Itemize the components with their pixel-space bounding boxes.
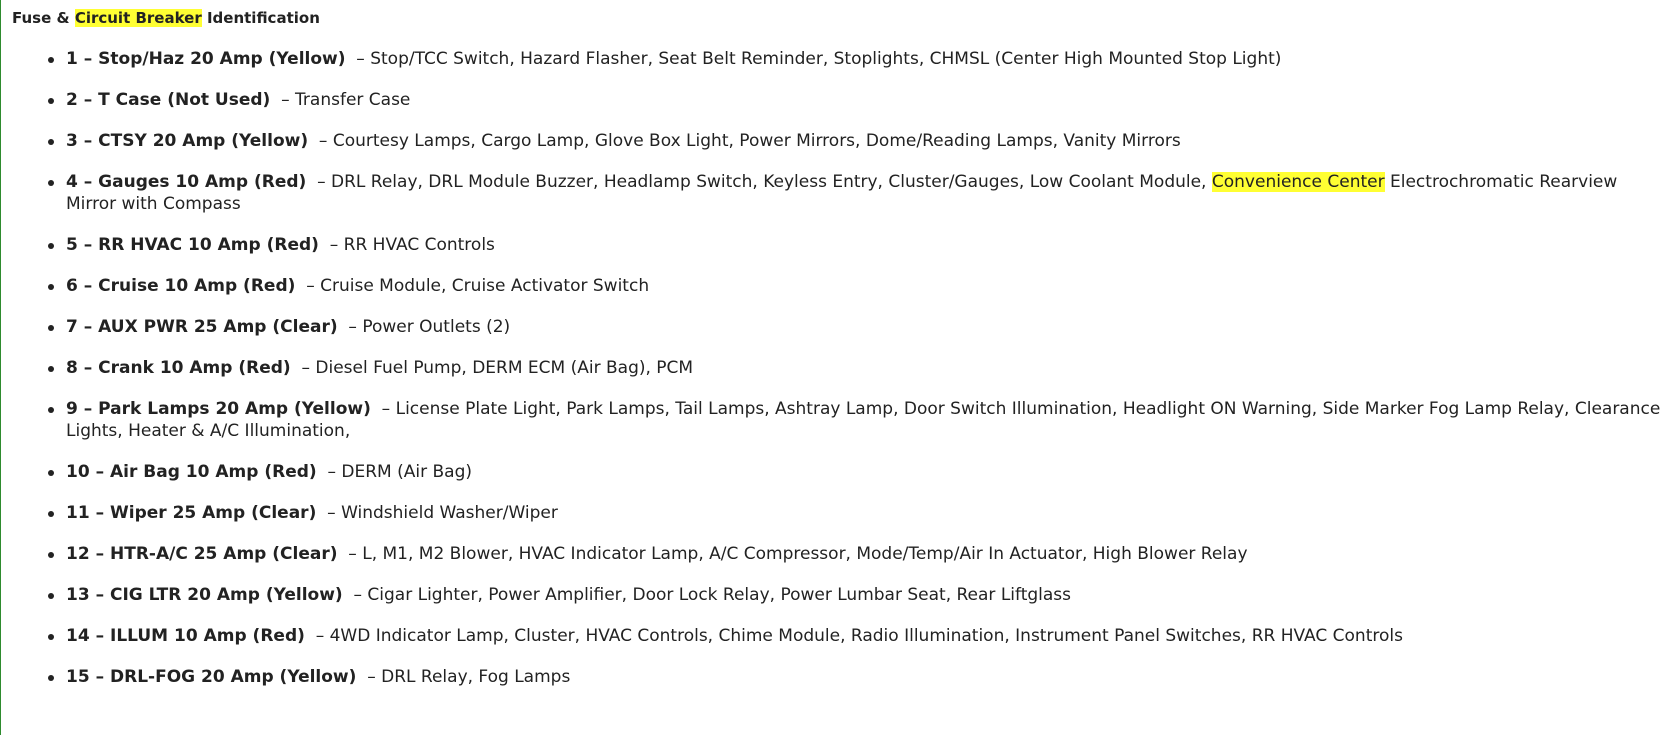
fuse-description: DERM (Air Bag) — [341, 462, 472, 482]
fuse-description: 4WD Indicator Lamp, Cluster, HVAC Controls, Chime Module, Radio Illumination, Instrument Panel Switches, RR HVAC Controls — [329, 626, 1403, 646]
fuse-description: Power Outlets (2) — [362, 317, 511, 337]
heading-highlight: Circuit Breaker — [74, 9, 202, 27]
fuse-name: 9 – Park Lamps 20 Amp (Yellow) — [66, 399, 371, 419]
fuse-description: Diesel Fuel Pump, DERM ECM (Air Bag), PCM — [315, 358, 694, 378]
fuse-item-1: 1 – Stop/Haz 20 Amp (Yellow) – Stop/TCC Switch, Hazard Flasher, Seat Belt Reminder, Stoplights, CHMSL (Center High Mounted Stop Light) — [66, 48, 1666, 70]
fuse-item-6: 6 – Cruise 10 Amp (Red) – Cruise Module, Cruise Activator Switch — [66, 275, 1666, 297]
fuse-description: L, M1, M2 Blower, HVAC Indicator Lamp, A/C Compressor, Mode/Temp/Air In Actuator, High Blower Relay — [362, 544, 1248, 564]
fuse-name: 11 – Wiper 25 Amp (Clear) — [66, 503, 317, 523]
fuse-item-14: 14 – ILLUM 10 Amp (Red) – 4WD Indicator Lamp, Cluster, HVAC Controls, Chime Module, Radio Illumination, Instrument Panel Switches, RR HVAC Controls — [66, 625, 1666, 647]
fuse-item-4: 4 – Gauges 10 Amp (Red) – DRL Relay, DRL Module Buzzer, Headlamp Switch, Keyless Entry, Cluster/Gauges, Low Coolant Module, Convenience Center Electrochromatic Rearview Mirror with Compass — [66, 171, 1666, 215]
fuse-description-continued: Electrochromatic Rearview Mirror with Compass — [66, 172, 1618, 214]
fuse-description: Transfer Case — [295, 90, 411, 110]
fuse-name: 4 – Gauges 10 Amp (Red) — [66, 172, 307, 192]
fuse-description: Stop/TCC Switch, Hazard Flasher, Seat Belt Reminder, Stoplights, CHMSL (Center High Mounted Stop Light) — [370, 49, 1282, 69]
fuse-item-15: 15 – DRL-FOG 20 Amp (Yellow) – DRL Relay, Fog Lamps — [66, 666, 1666, 688]
fuse-name: 14 – ILLUM 10 Amp (Red) — [66, 626, 305, 646]
fuse-name: 10 – Air Bag 10 Amp (Red) — [66, 462, 317, 482]
fuse-description: Courtesy Lamps, Cargo Lamp, Glove Box Light, Power Mirrors, Dome/Reading Lamps, Vanity Mirrors — [332, 131, 1181, 151]
fuse-description: DRL Relay, Fog Lamps — [381, 667, 571, 687]
fuse-description: DRL Relay, DRL Module Buzzer, Headlamp Switch, Keyless Entry, Cluster/Gauges, Low Coolant Module, — [331, 172, 1212, 192]
section-heading — [12, 8, 320, 28]
fuse-item-12: 12 – HTR-A/C 25 Amp (Clear) – L, M1, M2 Blower, HVAC Indicator Lamp, A/C Compressor, Mode/Temp/Air In Actuator, High Blower Relay — [66, 543, 1666, 565]
fuse-name: 1 – Stop/Haz 20 Amp (Yellow) — [66, 49, 346, 69]
fuse-description: Cruise Module, Cruise Activator Switch — [320, 276, 650, 296]
fuse-name: 2 – T Case (Not Used) — [66, 90, 271, 110]
fuse-item-5: 5 – RR HVAC 10 Amp (Red) – RR HVAC Controls — [66, 234, 1666, 256]
fuse-item-11: 11 – Wiper 25 Amp (Clear) – Windshield Washer/Wiper — [66, 502, 1666, 524]
fuse-name: 6 – Cruise 10 Amp (Red) — [66, 276, 296, 296]
fuse-item-2: 2 – T Case (Not Used) – Transfer Case — [66, 89, 1666, 111]
left-border-rule — [0, 0, 1, 735]
fuse-item-13: 13 – CIG LTR 20 Amp (Yellow) – Cigar Lighter, Power Amplifier, Door Lock Relay, Power Lumbar Seat, Rear Liftglass — [66, 584, 1666, 606]
fuse-item-8: 8 – Crank 10 Amp (Red) – Diesel Fuel Pump, DERM ECM (Air Bag), PCM — [66, 357, 1666, 379]
fuse-item-7: 7 – AUX PWR 25 Amp (Clear) – Power Outlets (2) — [66, 316, 1666, 338]
heading-text-after: Identification — [201, 9, 320, 27]
fuse-name: 13 – CIG LTR 20 Amp (Yellow) — [66, 585, 343, 605]
fuse-description: Windshield Washer/Wiper — [341, 503, 558, 523]
fuse-name: 7 – AUX PWR 25 Amp (Clear) — [66, 317, 338, 337]
heading-text-before: Fuse & — [12, 9, 75, 27]
fuse-name: 12 – HTR-A/C 25 Amp (Clear) — [66, 544, 338, 564]
fuse-name: 15 – DRL-FOG 20 Amp (Yellow) — [66, 667, 357, 687]
fuse-list — [66, 48, 1666, 707]
fuse-item-9: 9 – Park Lamps 20 Amp (Yellow) – License Plate Light, Park Lamps, Tail Lamps, Ashtray Lamp, Door Switch Illumination, Headlight ON Warning, Side Marker Fog Lamp Relay, Clearance Lights, Heater & A/C Illumination, — [66, 398, 1666, 442]
fuse-name: 3 – CTSY 20 Amp (Yellow) — [66, 131, 309, 151]
fuse-description-highlight: Convenience Center — [1211, 172, 1385, 192]
fuse-description: License Plate Light, Park Lamps, Tail Lamps, Ashtray Lamp, Door Switch Illumination, Headlight ON Warning, Side Marker Fog Lamp Relay, Clearance Lights, Heater & A/C Illumination, — [66, 399, 1661, 441]
fuse-name: 8 – Crank 10 Amp (Red) — [66, 358, 291, 378]
fuse-name: 5 – RR HVAC 10 Amp (Red) — [66, 235, 319, 255]
fuse-item-10: 10 – Air Bag 10 Amp (Red) – DERM (Air Bag) — [66, 461, 1666, 483]
fuse-description: RR HVAC Controls — [343, 235, 495, 255]
fuse-description: Cigar Lighter, Power Amplifier, Door Lock Relay, Power Lumbar Seat, Rear Liftglass — [367, 585, 1072, 605]
fuse-item-3: 3 – CTSY 20 Amp (Yellow) – Courtesy Lamps, Cargo Lamp, Glove Box Light, Power Mirrors, Dome/Reading Lamps, Vanity Mirrors — [66, 130, 1666, 152]
